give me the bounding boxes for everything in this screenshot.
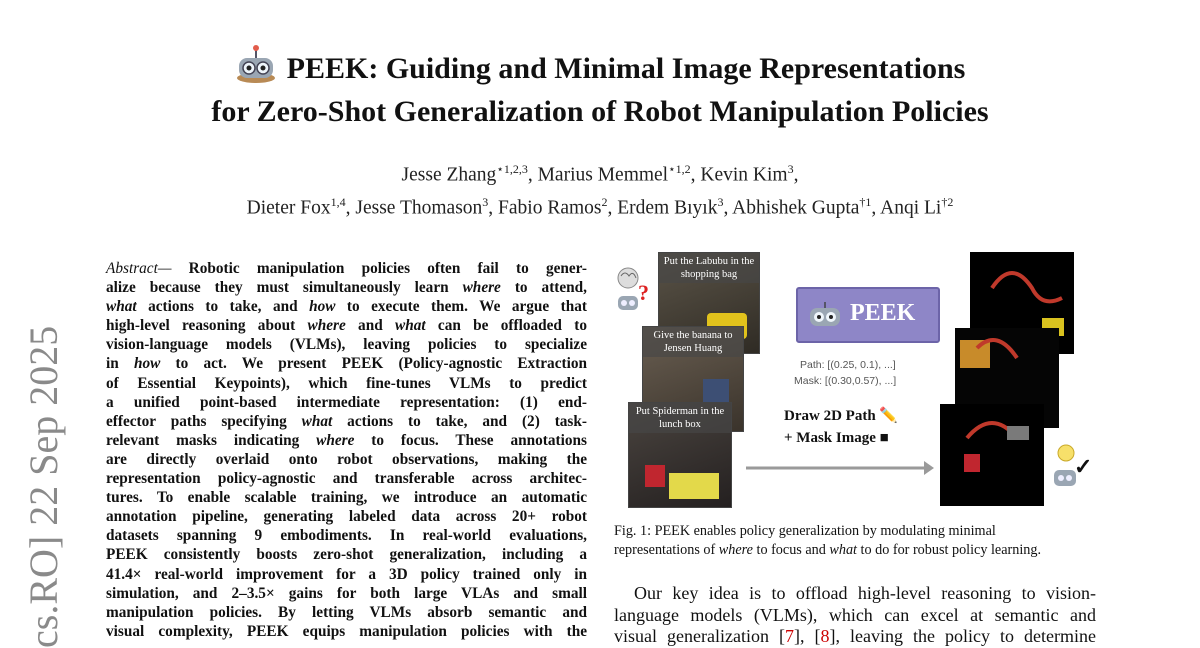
lightbulb-robot-icon [1054,445,1076,486]
body-line: Our key idea is to offload high-level reasoning to vision- [634,583,1096,603]
abstract-line: annotation pipeline, generating labeled data across 20+ robot [106,508,587,526]
authors-line-2: Dieter Fox$^{1,4}$, Jesse Thomason$^3$, Fabio Ramos$^2$, Erdem Bıyık$^3$, Abhishek Gupta$^{\dagger 1}$, Anqi Li$^{\dagger 2}$ [246,194,954,218]
figure-caption [614,522,1096,560]
paper-title [0,44,1200,130]
abstract-line: tures. To enable scalable training, we introduce an automatic [106,489,587,507]
arxiv-stamp: cs.RO] 22 Sep 2025 [21,325,66,648]
author-name: Erdem Bıyık [617,197,718,218]
abstract-line: relevant masks indicating where to focus. These annotations [106,431,587,449]
input-image-1: Put the Labubu in the shopping bag [658,252,760,354]
abstract [106,259,587,641]
input-image-2: Give the banana to Jensen Huang [642,326,744,432]
caption-line: Fig. 1: PEEK enables policy generalization by modulating minimal [614,523,996,539]
author-affiliation: 3 [717,194,724,209]
body-paragraph [614,583,1096,648]
question-mark: ? [638,280,649,305]
author-list [0,156,1200,221]
author-affiliation: 3 [482,194,489,209]
abstract-line: datasets spanning 9 embodiments. In real-world evaluations, [106,527,587,545]
abstract-line: high-level reasoning about where and what can be offloaded to [106,317,587,335]
abstract-line: 41.4× real-world improvement for a 3D policy trained only in [106,565,587,583]
abstract-line: PEEK consistently boosts zero-shot generalization, including a [106,546,587,564]
author-name: Fabio Ramos [498,197,602,218]
author-name: Abhishek Gupta [732,197,860,218]
author-affiliation: †2 [941,194,954,209]
author-name: Kevin Kim [700,164,788,186]
author-affiliation: 1,4 [330,194,346,209]
abstract-line: a unified point-based intermediate representation: (1) end- [106,393,587,411]
abstract-lead: Abstract— [106,260,189,277]
author-name: Marius Memmel [537,164,669,186]
author-name: Dieter Fox [246,197,331,218]
abstract-line: alize because they must simultaneously learn where to attend, [106,279,588,297]
mask-annotation: Mask: [(0.30,0.57), ...] [794,375,897,387]
author-name: Jesse Thomason [355,197,483,218]
author-name: Jesse Zhang [401,164,497,186]
author-affiliation: ⋆1,2 [668,162,691,176]
input-image-3: Put Spiderman in the lunch box [628,402,732,508]
draw-path-label: Draw 2D Path ✏️ [784,408,899,424]
mask-image-label: + Mask Image ■ [784,430,889,446]
abstract-line: in how to act. We present PEEK (Policy-agnostic Extraction [106,355,587,373]
peek-label: PEEK [850,300,916,326]
abstract-line: vision-language models (VLMs), leaving policies to specialize [106,336,587,354]
abstract-line: simulation, and 2–3.5× gains for both large VLAs and small [106,584,587,602]
check-mark: ✓ [1074,454,1093,479]
title-line-1: PEEK: Guiding and Minimal Image Representations [286,52,966,85]
robot-logo-icon [235,44,277,93]
author-name: Anqi Li [880,197,942,218]
body-line: language models (VLMs), which can excel at semantic and [614,604,1096,625]
abstract-line: effector paths specifying what actions to take, and (2) task- [106,412,587,430]
body-line: visual generalization [7], [8], leaving the policy to determine [614,626,1096,646]
author-affiliation: 2 [601,194,608,209]
abstract-line: manipulation policies. By letting VLMs absorb semantic and [106,603,587,621]
authors-line-1: Jesse Zhang$^{⋆1,2,3}$, Marius Memmel$^{⋆1,2}$, Kevin Kim$^3$, [401,162,799,186]
confused-robot-icon [618,268,638,310]
abstract-line: visual complexity, PEEK equips manipulation policies with the [106,622,587,640]
author-affiliation: ⋆1,2,3 [496,162,528,176]
abstract-line: what actions to take, and how to execute them. We argue that [106,298,588,316]
author-affiliation: 3 [787,162,794,176]
author-affiliation: †1 [859,194,872,209]
peek-model-box [796,287,940,343]
path-annotation: Path: [(0.25, 0.1), ...] [800,359,896,371]
peek-robot-icon [808,300,842,330]
caption-line: representations of where to focus and what to do for robust policy learning. [614,542,1042,558]
title-line-2: for Zero-Shot Generalization of Robot Manipulation Policies [211,95,989,128]
citation-link[interactable]: 8 [820,626,830,646]
abstract-text: Robotic manipulation policies often fail to gener- [188,260,587,277]
draw-instructions [784,405,898,449]
abstract-line: representation policy-agnostic and transferable across architec- [106,470,587,488]
citation-link[interactable]: 7 [784,626,794,646]
abstract-line [106,259,587,278]
abstract-line: of Essential Keypoints), which fine-tunes VLMs to predict [106,374,587,392]
abstract-line: are directly overlaid onto robot observations, making the [106,450,587,468]
